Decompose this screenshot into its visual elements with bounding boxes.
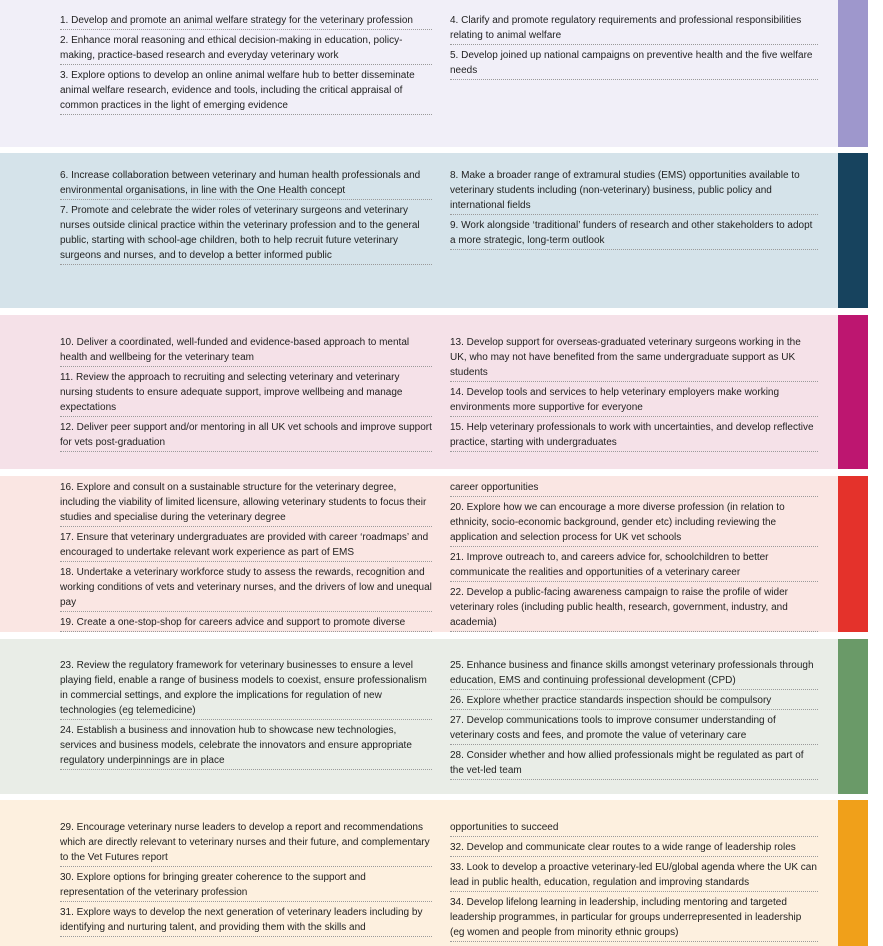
column-right — [450, 335, 818, 455]
column-left — [60, 480, 432, 635]
list-item: 31. Explore ways to develop the next generation of veterinary leaders including by identifying and nurturing talent, and providing them with the skills and — [60, 905, 432, 937]
list-item: 20. Explore how we can encourage a more diverse profession (in relation to ethnicity, socio-economic background, gender etc) including reviewing the application and selection process for UK vet schools — [450, 500, 818, 547]
list-item: 1. Develop and promote an animal welfare strategy for the veterinary profession — [60, 13, 432, 30]
section-careers — [0, 476, 838, 632]
list-item: 7. Promote and celebrate the wider roles of veterinary surgeons and veterinary nurses outside clinical practice within the veterinary profession and to the general public, starting with school-age children, both to help recruit future veterinary surgeons and nurses, and to develop a better informed public — [60, 203, 432, 265]
list-item: opportunities to succeed — [450, 820, 818, 837]
list-item: 10. Deliver a coordinated, well-funded and evidence-based approach to mental health and wellbeing for the veterinary team — [60, 335, 432, 367]
section-animal-welfare — [0, 0, 838, 147]
section-business — [0, 639, 838, 794]
section-accent-bar — [838, 0, 868, 147]
column-right — [450, 820, 818, 945]
list-item: 24. Establish a business and innovation hub to showcase new technologies, services and business models, celebrate the innovators and ensure appropriate regulatory underpinnings are in place — [60, 723, 432, 770]
section-accent-bar — [838, 639, 868, 794]
list-item: 6. Increase collaboration between veterinary and human health professionals and environmental organisations, in line with the One Health concept — [60, 168, 432, 200]
section-accent-bar — [838, 315, 868, 469]
list-item: 28. Consider whether and how allied professionals might be regulated as part of the vet-led team — [450, 748, 818, 780]
list-item: 23. Review the regulatory framework for veterinary businesses to ensure a level playing field, enable a range of business models to coexist, ensure professionalism in commercial settings, and explore the implications for regulation of new technologies (eg telemedicine) — [60, 658, 432, 720]
list-item: 27. Develop communications tools to improve consumer understanding of veterinary costs and fees, and promote the value of veterinary care — [450, 713, 818, 745]
list-item: 2. Enhance moral reasoning and ethical decision-making in education, policy-making, practice-based research and everyday veterinary work — [60, 33, 432, 65]
column-right — [450, 168, 818, 253]
list-item: 21. Improve outreach to, and careers advice for, schoolchildren to better communicate the realities and opportunities of a veterinary career — [450, 550, 818, 582]
section-leadership — [0, 800, 838, 946]
column-left — [60, 820, 432, 940]
list-item: 25. Enhance business and finance skills amongst veterinary professionals through education, EMS and continuing professional development (CPD) — [450, 658, 818, 690]
column-left — [60, 335, 432, 455]
column-right — [450, 13, 818, 83]
list-item: 8. Make a broader range of extramural studies (EMS) opportunities available to veterinary students including (non-veterinary) business, public policy and international fields — [450, 168, 818, 215]
list-item: 17. Ensure that veterinary undergraduates are provided with career ‘roadmaps’ and encouraged to undertake relevant work experience as part of EMS — [60, 530, 432, 562]
section-wellbeing — [0, 315, 838, 469]
section-accent-bar — [838, 476, 868, 632]
section-collaboration — [0, 153, 838, 308]
list-item: 32. Develop and communicate clear routes to a wide range of leadership roles — [450, 840, 818, 857]
column-right — [450, 658, 818, 783]
list-item: 14. Develop tools and services to help veterinary employers make working environments more supportive for everyone — [450, 385, 818, 417]
section-accent-bar — [838, 800, 868, 946]
list-item: 30. Explore options for bringing greater coherence to the support and representation of the veterinary profession — [60, 870, 432, 902]
list-item: 15. Help veterinary professionals to work with uncertainties, and develop reflective practice, starting with undergraduates — [450, 420, 818, 452]
list-item: 33. Look to develop a proactive veterinary-led EU/global agenda where the UK can lead in public health, education, regulation and improving standards — [450, 860, 818, 892]
list-item: 4. Clarify and promote regulatory requirements and professional responsibilities relating to animal welfare — [450, 13, 818, 45]
list-item: 5. Develop joined up national campaigns on preventive health and the five welfare needs — [450, 48, 818, 80]
list-item: 19. Create a one-stop-shop for careers advice and support to promote diverse — [60, 615, 432, 632]
column-right — [450, 480, 818, 635]
list-item: 29. Encourage veterinary nurse leaders to develop a report and recommendations which are directly relevant to veterinary nurses and their future, and complementary to the Vet Futures report — [60, 820, 432, 867]
list-item: 22. Develop a public-facing awareness campaign to raise the profile of wider veterinary roles (including public health, research, government, industry, and academia) — [450, 585, 818, 632]
list-item: 34. Develop lifelong learning in leadership, including mentoring and targeted leadership programmes, in particular for groups underrepresented in leadership (eg women and people from minority ethnic groups) — [450, 895, 818, 942]
list-item: 13. Develop support for overseas-graduated veterinary surgeons working in the UK, who may not have benefited from the same undergraduate support as UK students — [450, 335, 818, 382]
list-item: 11. Review the approach to recruiting and selecting veterinary and veterinary nursing students to ensure adequate support, improve wellbeing and manage expectations — [60, 370, 432, 417]
list-item: 26. Explore whether practice standards inspection should be compulsory — [450, 693, 818, 710]
list-item: career opportunities — [450, 480, 818, 497]
section-accent-bar — [838, 153, 868, 308]
list-item: 16. Explore and consult on a sustainable structure for the veterinary degree, including the viability of limited licensure, allowing veterinary students to focus their studies and specialise during the veterinary degree — [60, 480, 432, 527]
list-item: 12. Deliver peer support and/or mentoring in all UK vet schools and improve support for vets post-graduation — [60, 420, 432, 452]
column-left — [60, 168, 432, 268]
list-item: 18. Undertake a veterinary workforce study to assess the rewards, recognition and working conditions of vets and veterinary nurses, and the drivers of low and unequal pay — [60, 565, 432, 612]
list-item: 9. Work alongside ‘traditional’ funders of research and other stakeholders to adopt a more strategic, long-term outlook — [450, 218, 818, 250]
column-left — [60, 658, 432, 773]
column-left — [60, 13, 432, 118]
list-item: 3. Explore options to develop an online animal welfare hub to better disseminate animal welfare research, evidence and tools, including the critical appraisal of common practices in the light of emerging evidence — [60, 68, 432, 115]
